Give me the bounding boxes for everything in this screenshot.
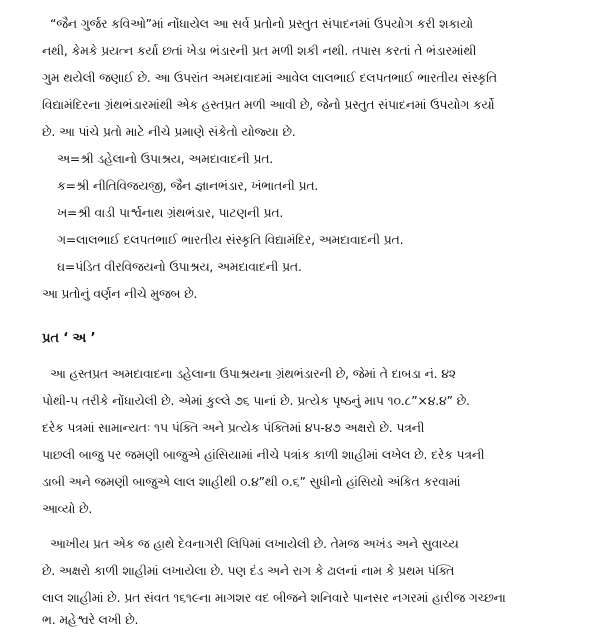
- siglum-kha: ખ=શ્રી વાડી પાર્શ્વનાથ ગ્રંથભંડાર, પાટણની પ્રત.: [57, 206, 284, 220]
- intro-line-3: ગુમ થયેલી જણાઈ છે. આ ઉપરાંત અમદાવાદમાં આવેલ લાલભાઈ દલપતભાઈ ભારતીય સંસ્કૃતિ: [42, 71, 497, 85]
- description-line: આ પ્રતોનું વર્ણન નીચે મુજબ છે.: [42, 287, 198, 301]
- para-a-line-5: ડાબી અને જમણી બાજુએ લાલ શાહીથી ૦.૪”થી ૦.૬” સુધીનો હાંસિયો અંકિત કરવામાં: [42, 475, 461, 489]
- siglum-gha: ઘ=પંડિત વીરવિજયનો ઉપાશ્રય, અમદાવાદની પ્રત.: [57, 260, 302, 274]
- para-b-line-4: ભ. મહેશ્વરે લખી છે.: [42, 613, 139, 627]
- para-b-line-3: લાલ શાહીમાં છે. પ્રત સંવત ૧૬૧૯ના માગશર વદ બીજને શનિવારે પાનસર નગરમાં હારીજ ગચ્છના: [42, 591, 506, 605]
- para-a-line-2: પોથી-૫ તરીકે નોંધાયેલી છે. એમાં કુલ્લે ૭૬ પાનાં છે. પ્રત્યેક પૃષ્ઠનું માપ ૧૦.૮”×૪.૪” છે.: [42, 394, 470, 408]
- siglum-ka: ક=શ્રી નીતિવિજયજી, જૈન જ્ઞાનભંડાર, ખંભાતની પ્રત.: [57, 179, 319, 193]
- intro-line-1: “જૈન ગુર્જર કવિઓ”માં નોંધાયેલ આ સર્વ પ્રતોનો પ્રસ્તુત સંપાદનમાં ઉપયોગ કરી શકાયો: [50, 17, 473, 31]
- para-a-line-6: આવ્યો છે.: [42, 502, 93, 516]
- siglum-ga: ગ=લાલભાઈ દલપતભાઈ ભારતીય સંસ્કૃતિ વિદ્યામંદિર, અમદાવાદની પ્રત.: [57, 233, 404, 247]
- intro-line-5: છે. આ પાંચે પ્રતો માટે નીચે પ્રમાણે સંકેતો યોજ્યા છે.: [42, 125, 296, 139]
- para-b-line-2: છે. અક્ષરો કાળી શાહીમાં લખાયેલા છે. પણ દંડ અને રાગ કે ઢાલનાં નામ કે પ્રથમ પંક્તિ: [42, 564, 455, 578]
- intro-line-4: વિદ્યામંદિરના ગ્રંથભંડારમાંથી એક હસ્તપ્રત મળી આવી છે, જેનો પ્રસ્તુત સંપાદનમાં ઉપયોગ કર્યો: [42, 98, 495, 112]
- para-a-line-4: પાછલી બાજુ પર જમણી બાજુએ હાંસિયામાં નીચે પત્રાંક કાળી શાહીમાં લખેલ છે. દરેક પત્રની: [42, 448, 485, 462]
- para-b-line-1: આખીય પ્રત એક જ હાથે દેવનાગરી લિપિમાં લખાયેલી છે. તેમજ અખંડ અને સુવાચ્ય: [50, 537, 459, 551]
- para-a-line-1: આ હસ્તપ્રત અમદાવાદના ડહેલાના ઉપાશ્રયના ગ્રંથભંડારની છે, જેમાં તે દાબડા નં. ૪૨: [50, 367, 456, 381]
- section-heading: પ્રત ‘ અ ’: [42, 331, 96, 346]
- intro-line-2: નથી, કેમકે પ્રયત્ન કર્યા છતાં ખેડા ભંડારની પ્રત મળી શકી નથી. તપાસ કરતાં તે ભંડારમાંથી: [42, 44, 477, 58]
- siglum-a: અ=શ્રી ડહેલાનો ઉપાશ્રય, અમદાવાદની પ્રત.: [57, 152, 274, 166]
- para-a-line-3: દરેક પત્રમાં સામાન્યતઃ ૧૫ પંક્તિ અને પ્રત્યેક પંક્તિમાં ૪૫-૪૭ અક્ષરો છે. પત્રની: [42, 421, 425, 435]
